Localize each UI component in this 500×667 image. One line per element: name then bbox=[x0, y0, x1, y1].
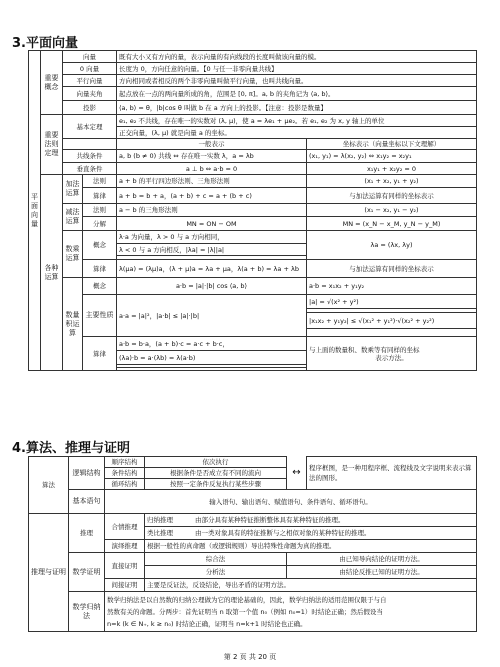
dot-main: a·a = |a|²，|a·b| ≤ |a|·|b| bbox=[117, 295, 307, 337]
structure-desc: 依次执行 bbox=[145, 457, 287, 468]
concept-term: 向量夹角 bbox=[63, 87, 117, 101]
dot-main-label: 主要性质 bbox=[83, 295, 117, 337]
page-number: 第 2 页 共 20 页 bbox=[223, 653, 277, 661]
section4-title: 4.算法、推理与证明 bbox=[12, 441, 130, 456]
analog-row bbox=[145, 527, 477, 540]
induct-label: 归纳推理 bbox=[147, 516, 173, 524]
structure-desc: 根据条件是否成立有不同的流向 bbox=[145, 468, 287, 479]
concept-term: 0 向量 bbox=[63, 63, 117, 75]
dot-law-coord2: 表示方法。 bbox=[375, 353, 408, 362]
collinear-label: 共线条件 bbox=[63, 150, 117, 163]
scalar-law-coord: 与加法运算有同样的坐标表示 bbox=[307, 260, 477, 278]
concept-desc: 既有大小又有方向的量，表示向量的有向线段的长度叫做该向量的模。 bbox=[117, 51, 477, 63]
analog-label: 类比推理 bbox=[147, 529, 173, 537]
basic-theorem-label: 基本定理 bbox=[63, 115, 117, 139]
sub-rule-coord: (x₁ − x₂, y₁ − y₂) bbox=[307, 204, 477, 217]
vector-table bbox=[28, 50, 477, 371]
scalar-law: λ(μa) = (λμ)a，(λ + μ)a = λa + μa，λ(a + b) = λa + λb bbox=[117, 260, 307, 278]
induction-line1: 数学归纳法是以自然数的归纳公理做为它的理论基础的，因此，数学归纳法的适用范围仅限于与自 bbox=[107, 595, 387, 604]
bidirectional-arrow-icon: ↔ bbox=[292, 466, 301, 478]
proof-label: 数学证明 bbox=[69, 553, 105, 592]
scalar-concept-line1: λ·a 为向量，λ > 0 与 a 方向相同， bbox=[117, 231, 307, 244]
deduct-desc: 根据一般性的真命题（或逻辑规则）导出特殊性命题为真的推理。 bbox=[145, 540, 477, 553]
deduct-label: 演绎推理 bbox=[105, 540, 145, 553]
theorems-label: 重要法则定理 bbox=[41, 115, 63, 175]
anal-label: 分析法 bbox=[145, 566, 287, 579]
induct-row bbox=[145, 514, 477, 527]
sub-decomp-coord: MN = (x_N − x_M, y_N − y_M) bbox=[307, 217, 477, 231]
dot-main-coord1: |a| = √(x² + y²) bbox=[307, 295, 477, 309]
sub-decomp-label: 分解 bbox=[83, 217, 117, 231]
perp-coord: x₁y₁ + x₂y₂ = 0 bbox=[307, 163, 477, 175]
concept-desc: ⟨a, b⟩ = θ，|b|cos θ 叫做 b 在 a 方向上的投影。【注意：投影是数量】 bbox=[117, 101, 477, 115]
dot-concept-coord: a·b = x₁x₂ + y₁y₂ bbox=[307, 278, 477, 295]
concept-desc: 起点放在一点的两向量所成的角，范围是 [0, π]。a, b 的夹角记为 ⟨a, b⟩。 bbox=[117, 87, 477, 101]
add-rule-label: 法则 bbox=[83, 175, 117, 188]
indirect-label: 间接证明 bbox=[105, 579, 145, 592]
dot-concept: a·b = |a|·|b| cos ⟨a, b⟩ bbox=[117, 278, 307, 295]
dot-law2: (λa)·b = a·(λb) = λ(a·b) bbox=[117, 351, 307, 365]
collinear-coord: (x₁, y₁) = λ(x₂, y₂) ⇔ x₁y₂ = x₂y₁ bbox=[307, 150, 477, 163]
concept-term: 向量 bbox=[63, 51, 117, 63]
concepts-label: 重要概念 bbox=[41, 51, 63, 115]
perp-general: a ⊥ b ⇔ a·b = 0 bbox=[117, 163, 307, 175]
basic-theorem-line2: 正交向量，(λ, μ) 就是向量 a 的坐标。 bbox=[117, 127, 477, 139]
add-rule: a + b 的平行四边形法则、三角形法则 bbox=[117, 175, 307, 188]
infer-label: 推理 bbox=[69, 514, 105, 553]
structure-name: 循环结构 bbox=[105, 479, 145, 490]
scalar-concept-label: 概念 bbox=[83, 231, 117, 260]
dot-law-coord1: 与上面的数量积、数乘等有同样的坐标 bbox=[309, 345, 420, 354]
analog-desc: 由一类对象具有的特征推断与之相似对象的某种特征的推理。 bbox=[195, 529, 371, 537]
flowchart-desc: 程序框图，是一种用程序框、流程线及文字说明来表示算法的图形。 bbox=[307, 457, 477, 490]
add-rule-coord: (x₁ + x₂, y₁ + y₂) bbox=[307, 175, 477, 188]
perp-label: 垂直条件 bbox=[63, 163, 117, 175]
basic-theorem-line1: e₁, e₂ 不共线，存在唯一的实数对 (λ, μ)，使 a = λe₁ + μe₂。若 e₁, e₂ 为 x, y 轴上的单位 bbox=[117, 115, 477, 127]
scalar-label: 数乘运算 bbox=[63, 231, 83, 278]
coord-header: 坐标表示（向量坐标以下文理解） bbox=[307, 139, 477, 150]
add-law-label: 算律 bbox=[83, 188, 117, 204]
indirect-desc: 主要是反证法，反设结论，导出矛盾的证明方法。 bbox=[145, 579, 477, 592]
algorithm-table bbox=[28, 456, 477, 632]
structure-desc: 按照一定条件反复执行某些步骤 bbox=[145, 479, 287, 490]
algo-label: 算法 bbox=[29, 457, 69, 514]
induction-label: 数学归纳法 bbox=[69, 592, 105, 632]
dot-main-coord2: |x₁x₂ + y₁y₂| ≤ √(x₁² + y₁²)·√(x₂² + y₂²) bbox=[307, 313, 477, 329]
concept-desc: 方向相同或者相反的两个非零向量叫做平行向量，也叫共线向量。 bbox=[117, 75, 477, 87]
sub-rule: a − b 的三角形法则 bbox=[117, 204, 307, 217]
structure-name: 顺序结构 bbox=[105, 457, 145, 468]
logic-label: 逻辑结构 bbox=[69, 457, 105, 490]
dot-law1: a·b = b·a，(a + b)·c = a·c + b·c， bbox=[117, 337, 307, 351]
add-label: 加法运算 bbox=[63, 175, 83, 204]
collinear-general: a, b (b ≠ 0) 共线 ⇔ 存在唯一实数 λ，a = λb bbox=[117, 150, 307, 163]
group-main-label: 平面向量 bbox=[29, 51, 41, 371]
concept-term: 投影 bbox=[63, 101, 117, 115]
plausible-label: 合情推理 bbox=[105, 514, 145, 540]
scalar-law-label: 算律 bbox=[83, 260, 117, 278]
dot-concept-label: 概念 bbox=[83, 278, 117, 295]
concept-desc: 长度为 0，方向任意的向量。【0 与任一非零向量共线】 bbox=[117, 63, 477, 75]
induct-desc: 由部分具有某种特征推断整体具有某种特征的推理。 bbox=[195, 516, 345, 524]
basic-statements: 输入语句、输出语句、赋值语句、条件语句、循环语句。 bbox=[105, 490, 477, 514]
structure-name: 条件结构 bbox=[105, 468, 145, 479]
dot-law-coord-cell bbox=[307, 337, 477, 371]
add-law: a + b = b + a，(a + b) + c = a + (b + c) bbox=[117, 188, 307, 204]
scalar-concept-line2: λ < 0 与 a 方向相反，|λa| = |λ||a| bbox=[117, 244, 307, 256]
induction-desc bbox=[105, 592, 477, 632]
sub-rule-label: 法则 bbox=[83, 204, 117, 217]
direct-label: 直接证明 bbox=[105, 553, 145, 579]
add-law-coord: 与加法运算有同样的坐标表示 bbox=[307, 188, 477, 204]
reason-label: 推理与证明 bbox=[29, 514, 69, 632]
induction-line2: 然数有关的命题。分两步：首先证明当 n 取第一个值 n₀（例如 n₀=1）时结论正确；然后假设当 bbox=[107, 607, 383, 616]
anal-desc: 由结论反推已知的证明方法。 bbox=[287, 566, 477, 579]
synth-label: 综合法 bbox=[145, 553, 287, 566]
basic-statement-label: 基本语句 bbox=[69, 490, 105, 514]
section3-title: 3.平面向量 bbox=[12, 36, 78, 51]
scalar-concept-coord: λa = (λx, λy) bbox=[307, 231, 477, 260]
concept-term: 平行向量 bbox=[63, 75, 117, 87]
ops-label: 各种运算 bbox=[41, 175, 63, 371]
sub-label: 减法运算 bbox=[63, 204, 83, 231]
synth-desc: 由已知导向结论的证明方法。 bbox=[287, 553, 477, 566]
dot-label: 数量积运算 bbox=[63, 278, 83, 371]
induction-line3: n=k (k ∈ N₊, k ≥ n₀) 时结论正确，证明当 n=k+1 时结论也正确。 bbox=[107, 619, 307, 628]
general-header: 一般表示 bbox=[117, 139, 307, 150]
sub-decomp: MN = ON − OM bbox=[117, 217, 307, 231]
dot-law-label: 算律 bbox=[83, 337, 117, 371]
